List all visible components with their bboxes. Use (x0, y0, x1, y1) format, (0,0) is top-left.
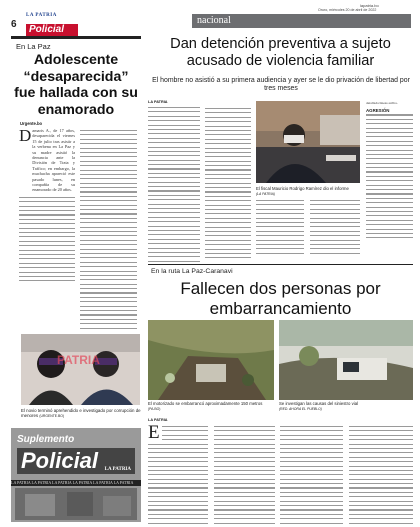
section-name: nacional (197, 15, 231, 26)
supplement-ad[interactable] (11, 428, 141, 522)
main-deck: El hombre no asistió a su primera audiencia y ayer se le dio privación de libertad por tres meses (152, 77, 410, 93)
crash-photo-left (148, 320, 274, 400)
supplement-label: Suplemento (17, 434, 75, 445)
main-col2 (205, 108, 251, 262)
second-col1 (148, 422, 208, 527)
supplement-photo (15, 488, 137, 520)
site-label: lapatria.bo (360, 3, 379, 8)
left-kicker: En La Paz (16, 42, 51, 51)
left-dropcap: D (19, 126, 32, 145)
section-tab (192, 14, 411, 28)
second-source: LA PATRIA (148, 418, 168, 422)
left-headline: Adolescente “desaparecida” fue hallada con su enamorado (14, 52, 138, 118)
main-col3 (256, 200, 304, 257)
left-body-col2 (80, 130, 137, 329)
main-col4 (310, 200, 360, 257)
second-dropcap: E (148, 422, 160, 443)
supplement-strip: LA PATRIA LA PATRIA LA PATRIA LA PATRIA LA PATRIA LA PATRIA (11, 480, 141, 486)
supplement-title-box (17, 448, 135, 474)
left-lead: amaris A., de 17 años, desaparecida el viernes 15 de julio tras asistir a la verbena en La Paz y su madre asistió la denuncia ante la División de Trata y Tráfico; en embargo, la muchacha apareció este pasado lunes, en compañía de su enamorado de 20 años. (32, 128, 75, 193)
prosecutor-photo (256, 101, 360, 183)
main-story-photo (256, 101, 360, 183)
main-end-text: detallada líneas arriba. (366, 101, 398, 105)
main-subhead: AGRESIÓN (366, 108, 390, 114)
story-divider (148, 264, 413, 265)
second-col2 (214, 426, 275, 527)
supplement-title: Policial (21, 448, 99, 473)
main-col1 (148, 107, 200, 265)
main-headline: Dan detención preventiva a sujeto acusado de violencia familiar (170, 36, 391, 69)
main-photo-caption: El fiscal Mauricio Rodrigo Ramírez dio el informe (LA PATRIA) (256, 186, 349, 196)
crash-photo-right (279, 320, 413, 400)
brand-logo (26, 13, 108, 35)
left-byline: Urgente.bo (20, 121, 43, 126)
main-source: LA PATRIA (148, 100, 168, 104)
second-kicker: En la ruta La Paz-Caranavi (151, 268, 233, 275)
crash-left-caption: El motorizado se embarrancó aproximadamente 150 metros (PA.BO) (148, 401, 263, 411)
left-story-top-rule (11, 36, 141, 39)
page-header (0, 0, 420, 34)
main-right-col (366, 101, 413, 242)
crash-right-caption: Se investigan las causas del siniestro vial (RED. AHORA EL PUEBLO) (279, 401, 359, 411)
dateline: Oruro, miércoles 20 de abril de 2022 (318, 8, 377, 12)
second-col4 (349, 426, 413, 527)
brand-top: LA PATRIA (26, 13, 57, 18)
left-story (11, 36, 141, 419)
brand-bottom: Policial (26, 24, 78, 36)
left-photo-caption: El novio terminó aprehendido e investigado por corrupción de menores (URGENTE.BO) (21, 408, 141, 419)
wreckage-photo (279, 320, 413, 400)
left-body-col1 (19, 197, 75, 282)
second-headline: Fallecen dos personas por embarrancamiento (180, 279, 381, 318)
page-number: 6 (11, 19, 17, 30)
crash-scene-photo (148, 320, 274, 400)
supplement-brand: LA PATRIA (104, 467, 131, 472)
left-story-photo (21, 334, 140, 405)
second-col3 (280, 426, 343, 527)
couple-photo (21, 334, 140, 405)
watermark-text: PATRIA (57, 353, 100, 367)
